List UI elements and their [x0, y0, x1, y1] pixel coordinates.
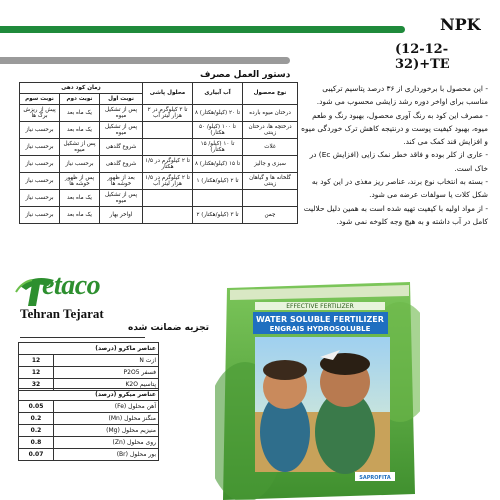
- usage-header-timing: زمان کود دهی: [20, 83, 143, 94]
- table-cell: شروع گلدهی: [100, 139, 143, 156]
- table-row: 32 پتاسیم K2O: [19, 379, 159, 391]
- fertilizer-package-image: [215, 282, 420, 500]
- table-cell: برحسب نیاز: [20, 139, 60, 156]
- table-cell: ۵۰ تا ۱۰۰ (کیلو/هکتار): [193, 122, 243, 139]
- product-formula: (12-12-32)+TE: [395, 42, 450, 72]
- table-cell: درختان میوه بارده: [243, 105, 298, 122]
- table-cell: گلخانه ها و گیاهان زینتی: [243, 173, 298, 190]
- table-cell: درختچه ها، درختان زینتی: [243, 122, 298, 139]
- usage-header-spray: محلول پاشی: [143, 83, 193, 105]
- description-line: - این محصول با برخورداری از ۳۶ درصد پتاسیم ترکیبی مناسب برای اواخر دوره رشد زایشی محسوب می شود.: [316, 84, 488, 107]
- table-cell: شروع گلدهی: [100, 156, 143, 173]
- table-cell: غلات: [243, 139, 298, 156]
- usage-subheader-third: نوبت سوم: [20, 94, 60, 105]
- table-cell: ۲ تا ۳ کیلوگرم در هزار لیتر آب: [143, 105, 193, 122]
- table-cell: اواخر بهار: [100, 207, 143, 224]
- table-cell: چمن: [243, 207, 298, 224]
- table-cell: ۱۵ تا ۱۰ (کیلو/هکتار): [193, 139, 243, 156]
- table-cell: ۸ تا ۲۰ (کیلو/هکتار): [193, 105, 243, 122]
- table-cell: [243, 190, 298, 207]
- table-row: [20, 139, 298, 156]
- table-cell: برحسب نیاز: [20, 173, 60, 190]
- table-cell: یک ماه بعد: [60, 207, 100, 224]
- table-cell: [143, 139, 193, 156]
- table-cell: برحسب نیاز: [60, 156, 100, 173]
- usage-subheader-first: نوبت اول: [100, 94, 143, 105]
- table-cell: [193, 190, 243, 207]
- divider: [20, 337, 145, 338]
- table-row: 0.2 منیزیم محلول (Mg): [19, 425, 159, 437]
- logo-subtitle: Tehran Tejarat: [20, 306, 104, 321]
- table-cell: برحسب نیاز: [20, 156, 60, 173]
- usage-title: دستور العمل مصرف: [200, 70, 291, 80]
- header-gray-bar: [0, 57, 290, 64]
- guarantee-title: تجزیه ضمانت شده: [128, 323, 209, 333]
- package-line3: ENGRAIS HYDROSOLUBLE: [269, 325, 371, 333]
- description-line: - بسته به انتخاب نوع برند، عناصر ریز مغذی در این کود به شکل کلات یا سولفات عرضه می شود.: [311, 177, 488, 200]
- table-row: 0.07 بور محلول (Br): [19, 449, 159, 461]
- logo-brand: etaco: [42, 270, 101, 301]
- table-row: [20, 190, 298, 207]
- table-cell: یک ماه بعد: [60, 105, 100, 122]
- usage-subheader-second: نوبت دوم: [60, 94, 100, 105]
- description-line: - عاری از کلر بوده و فاقد خطر نمک زایی (افزایش Ec) در خاک است.: [309, 150, 488, 173]
- description-text: [300, 82, 488, 228]
- table-cell: پس از تشکیل میوه: [60, 139, 100, 156]
- description-line: - از مواد اولیه با کیفیت تهیه شده است به همین دلیل حلالیت کامل در آب داشته و به هیچ وجه کلوخه نمی شود.: [303, 203, 488, 226]
- package-line2: WATER SOLUBLE FERTILIZER: [256, 315, 384, 324]
- package-line1: EFFECTIVE FERTILIZER: [286, 303, 354, 310]
- usage-header-crop: نوع محصول: [243, 83, 298, 105]
- table-cell: ۱/۵ تا ۲ کیلوگرم در هکتار: [143, 156, 193, 173]
- micro-header: عناصر میکرو (درصد): [19, 389, 159, 401]
- description-line: - مصرف این کود به رنگ آوری محصول، بهبود رنگ و طعم میوه، بهبود کیفیت پوست و درنتیجه کاهش ترک خوردگی میوه و افزایش قند کمک می کند.: [301, 110, 488, 147]
- table-cell: یک ماه بعد: [60, 122, 100, 139]
- table-cell: پس از تشکیل میوه: [100, 122, 143, 139]
- table-row: [20, 122, 298, 139]
- table-cell: پس از تشکیل میوه: [100, 105, 143, 122]
- table-cell: ۲ تا ۳ (کیلو/هکتار): [193, 207, 243, 224]
- table-cell: [143, 190, 193, 207]
- table-row: [20, 207, 298, 224]
- table-row: [20, 173, 298, 190]
- table-cell: پیش از ریزش برگ ها: [20, 105, 60, 122]
- table-row: 0.8 روی محلول (Zn): [19, 437, 159, 449]
- table-cell: پس از ظهور خوشه ها: [60, 173, 100, 190]
- usage-header-irrigation: آب آبیاری: [193, 83, 243, 105]
- table-cell: بعد از ظهور خوشه ها: [100, 173, 143, 190]
- table-cell: برحسب نیاز: [20, 122, 60, 139]
- table-cell: برحسب نیاز: [20, 190, 60, 207]
- micro-table: [18, 388, 159, 461]
- macro-header: عناصر ماکرو (درصد): [19, 343, 159, 355]
- table-row: [20, 156, 298, 173]
- table-row: 12 فسفر P2O5: [19, 367, 159, 379]
- product-title: NPK: [440, 15, 481, 34]
- table-row: 0.2 منگنز محلول (Mn): [19, 413, 159, 425]
- table-cell: ۱/۵ تا ۲ کیلوگرم در هزار لیتر آب: [143, 173, 193, 190]
- table-cell: برحسب نیاز: [20, 207, 60, 224]
- table-cell: یک ماه بعد: [60, 190, 100, 207]
- table-cell: [143, 122, 193, 139]
- table-cell: ۸ تا ۱۵ (کیلو/هکتار): [193, 156, 243, 173]
- table-cell: سبزی و جالیز: [243, 156, 298, 173]
- usage-table: [19, 82, 298, 224]
- table-cell: ۱ تا ۲ (کیلو/هکتار): [193, 173, 243, 190]
- table-row: 12 ازت N: [19, 355, 159, 367]
- header-green-bar: [0, 26, 405, 33]
- table-cell: پس از تشکیل میوه: [100, 190, 143, 207]
- package-brand: SAPROFITA: [359, 475, 391, 481]
- table-cell: [143, 207, 193, 224]
- table-row: [20, 105, 298, 122]
- table-row: 0.05 آهن محلول (Fe): [19, 401, 159, 413]
- macro-table: [18, 342, 159, 391]
